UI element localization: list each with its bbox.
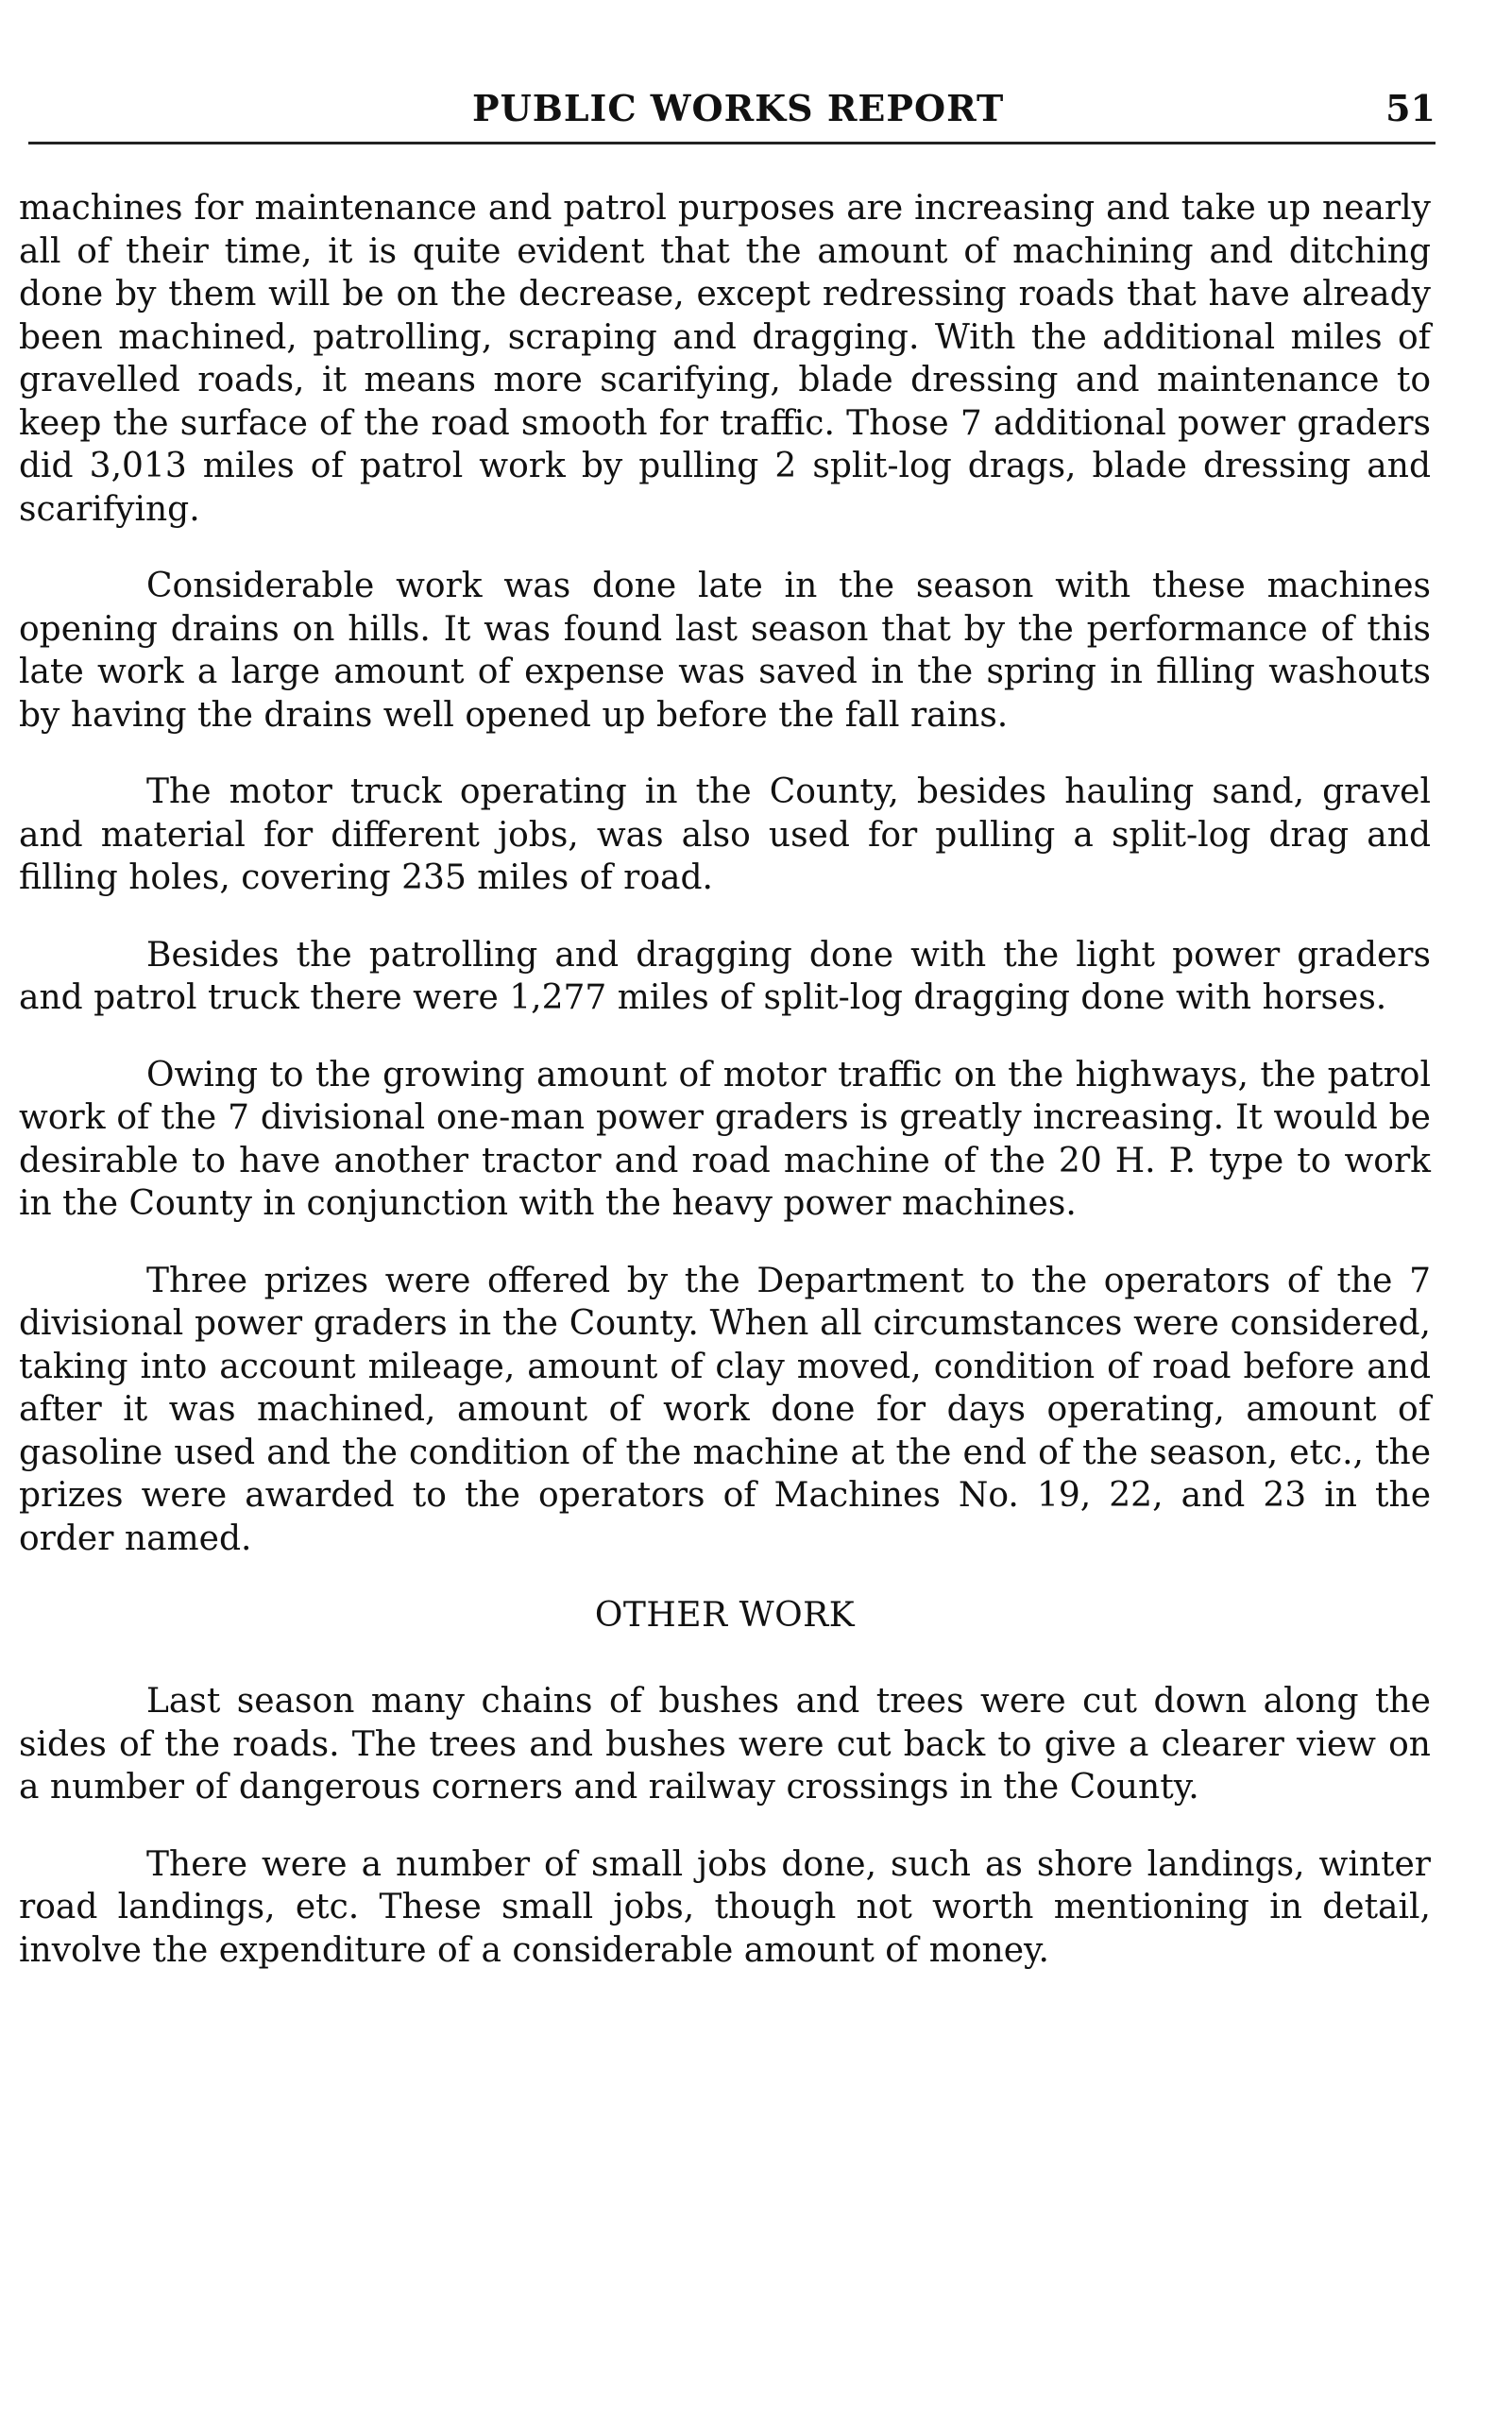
running-title: PUBLIC WORKS REPORT — [472, 87, 1005, 129]
page-number: 51 — [1385, 87, 1436, 129]
page-header — [28, 87, 1436, 145]
paragraph-2: Considerable work was done late in the season with these machines opening drains on hills. It was found last season that by the performance of this late work a large amount of expense was saved in the spring in filling washouts by having the drains well opened up before the fall rains. — [19, 567, 1431, 735]
body-text — [19, 187, 1431, 2006]
paragraph-1: machines for maintenance and patrol purposes are increasing and take up nearly all of their time, it is quite evident that the amount of machining and ditching done by them will be on the decrease, except redressing roads that have already been machined, patrolling, scraping and dragging. With the additional miles of gravelled roads, it means more scarifying, blade dressing and maintenance to keep the surface of the road smooth for traffic. Those 7 additional power graders did 3,013 miles of patrol work by pulling 2 split-log drags, blade dressing and scarifying. — [19, 189, 1431, 529]
section-heading-other-work: OTHER WORK — [594, 1596, 856, 1635]
paragraph-8: There were a number of small jobs done, such as shore landings, winter road landings, etc. These small jobs, though not worth mentioning in detail, involve the expenditure of a considerable amount of money. — [19, 1844, 1431, 1970]
paragraph-6: Three prizes were offered by the Department to the operators of the 7 divisional power graders in the County. When all circumstances were considered, taking into account mileage, amount of clay moved, condition of road before and after it was machined, amount of work done for days operating, amount of gasoline used and the condition of the machine at the end of the season, etc., the prizes were awarded to the operators of Machines No. 19, 22, and 23 in the order named. — [19, 1261, 1431, 1558]
paragraph-4: Besides the patrolling and dragging done with the light power graders and patrol truck there were 1,277 miles of split-log dragging done with horses. — [19, 935, 1431, 1017]
header-rule — [28, 142, 1436, 144]
paragraph-3: The motor truck operating in the County, besides hauling sand, gravel and material for different jobs, was also used for pulling a split-log drag and filling holes, covering 235 miles of road. — [19, 772, 1431, 897]
paragraph-7: Last season many chains of bushes and trees were cut down along the sides of the roads. The trees and bushes were cut back to give a clearer view on a number of dangerous corners and railway crossings in the County. — [19, 1682, 1431, 1807]
paragraph-5: Owing to the growing amount of motor traffic on the highways, the patrol work of the 7 divisional one-man power graders is greatly increasing. It would be desirable to have another tractor and road machine of the 20 H. P. type to work in the County in conjunction with the heavy power machines. — [19, 1055, 1431, 1223]
